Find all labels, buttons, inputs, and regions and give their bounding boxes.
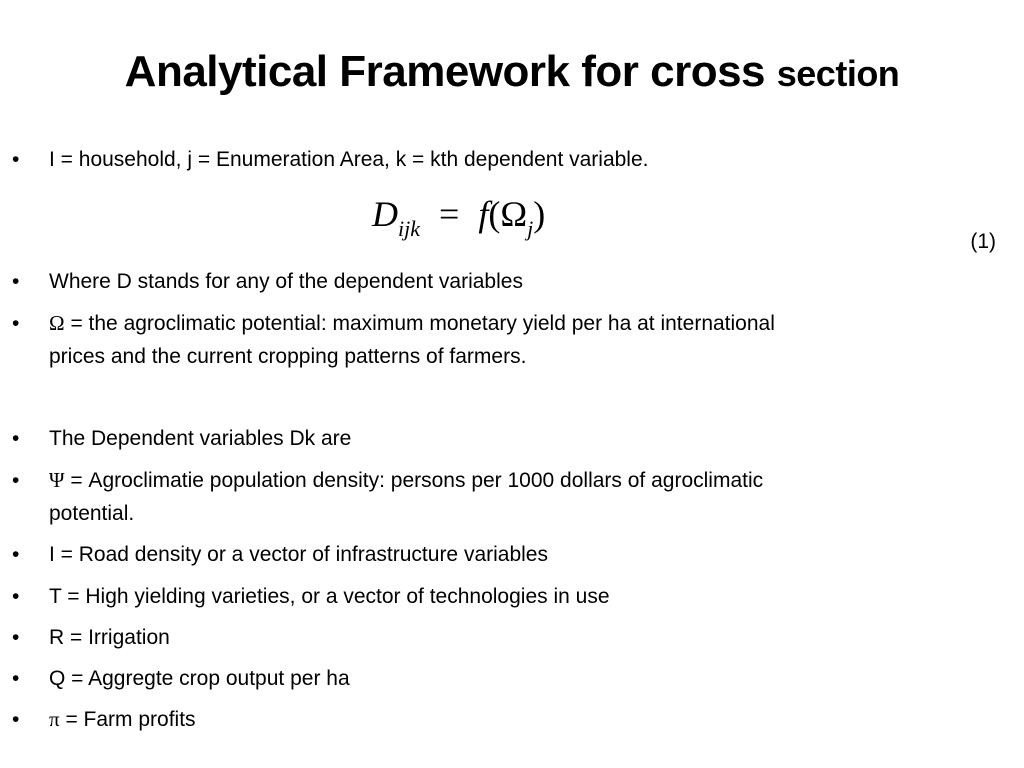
eq-arg-symbol: Ω <box>500 194 528 234</box>
bullet-irrigation <box>49 621 999 654</box>
bullet-where-d <box>49 265 999 298</box>
bullet-crop-output <box>49 662 999 695</box>
bullet-omega <box>49 307 999 373</box>
bullet-text: Where D stands for any of the dependent variables <box>49 270 523 293</box>
bullet-text: I = Road density or a vector of infrastructure variables <box>49 543 548 566</box>
bullet-intro <box>49 143 999 176</box>
equation-number: (1) <box>970 230 996 253</box>
eq-lhs-symbol: D <box>372 194 398 234</box>
bullet-farm-profits <box>49 703 999 736</box>
psi-symbol: Ψ <box>49 468 65 492</box>
bullet-road-density <box>49 538 999 571</box>
slide-title <box>0 42 1024 104</box>
equation-1 <box>372 192 545 248</box>
bullet-text: Q = Aggregte crop output per ha <box>49 667 350 690</box>
eq-arg-subscript: j <box>527 216 534 241</box>
bullet-text: = the agroclimatic potential: maximum monetary yield per ha at international <box>64 312 775 335</box>
bullet-text: The Dependent variables Dk are <box>49 427 352 450</box>
bullet-dependent-heading <box>49 422 999 455</box>
omega-symbol: Ω <box>49 311 65 335</box>
eq-close-paren: ) <box>533 194 546 234</box>
title-main: Analytical Framework for cross <box>124 47 766 96</box>
bullet-text: = Agroclimatie population density: persons per 1000 dollars of agroclimatic <box>64 469 764 492</box>
eq-lhs-subscript: ijk <box>398 216 420 241</box>
bullet-intro-text: I = household, j = Enumeration Area, k = kth dependent variable. <box>49 148 649 171</box>
title-tail: section <box>776 53 900 94</box>
bullet-text: = Farm profits <box>59 708 196 731</box>
bullet-text-continued: potential. <box>49 502 135 525</box>
bullet-psi <box>49 464 999 530</box>
bullet-text: R = Irrigation <box>49 626 170 649</box>
bullet-high-yielding <box>49 580 999 613</box>
eq-equals: = <box>439 194 460 234</box>
bullet-text-continued: prices and the current cropping patterns of farmers. <box>49 345 527 368</box>
pi-symbol: π <box>49 707 60 731</box>
eq-function: f <box>478 194 489 234</box>
bullet-text: T = High yielding varieties, or a vector of technologies in use <box>49 585 610 608</box>
eq-open-paren: ( <box>488 194 501 234</box>
